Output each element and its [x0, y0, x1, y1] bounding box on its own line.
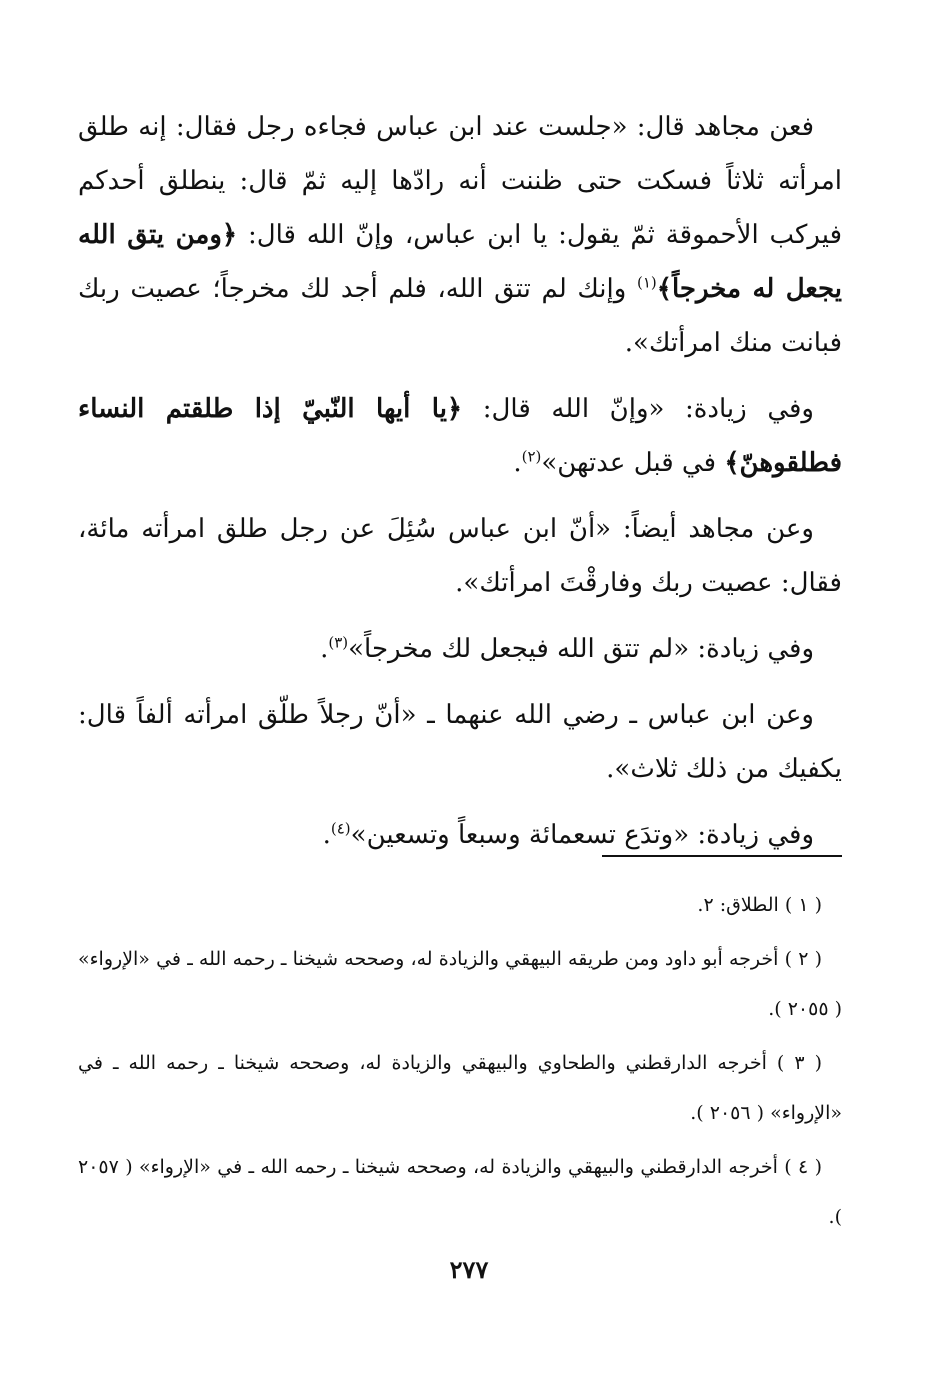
- paragraph-text: وفي زيادة: «وتدَع تسعمائة وسبعاً وتسعين»: [350, 820, 814, 850]
- footnote-ref-2: (٢): [521, 447, 542, 466]
- paragraph-text: وفي زيادة: «وإنّ الله قال:: [462, 394, 814, 424]
- paragraph-text: وإنك لم تتق الله، فلم أجد لك مخرجاً؛ عصيت ربك فبانت منك امرأتك».: [78, 274, 842, 358]
- paragraph-addition-nine-hundred: [78, 808, 842, 862]
- main-text: [78, 100, 842, 874]
- footnote-1: ( ١ ) الطلاق: ٢.: [697, 894, 822, 916]
- paragraph-text: وعن مجاهد أيضاً: «أنّ ابن عباس سُئِلَ عن رجل طلق امرأته مائة، فقال: عصيت ربك وفارقْتَ امرأتك».: [78, 514, 842, 598]
- footnote-2: ( ٢ ) أخرجه أبو داود ومن طريقه البيهقي والزيادة له، وصححه شيخنا ـ رحمه الله ـ في «الإرواء» ( ٢٠٥٥ ).: [78, 948, 842, 1020]
- footnote-ref-1: (١): [636, 273, 657, 292]
- paragraph-addition-verse: [78, 382, 842, 490]
- quran-verse: ﴿ومن يتق الله يجعل له مخرجاً﴾: [78, 220, 842, 304]
- paragraph-text: فعن مجاهد قال: «جلست عند ابن عباس فجاءه رجل فقال: إنه طلق امرأته ثلاثاً فسكت حتى ظننت أنه رادّها إليه ثمّ قال: ينطلق أحدكم فيركب الأحموقة ثمّ يقول: يا ابن عباس، وإنّ الله قال:: [78, 112, 842, 250]
- paragraph-mujahid-narration: [78, 100, 842, 370]
- paragraph-text: .: [320, 634, 329, 664]
- paragraph-text: وفي زيادة: «لم تتق الله فيجعل لك مخرجاً»: [348, 634, 814, 664]
- paragraph-text: وعن ابن عباس ـ رضي الله عنهما ـ «أنّ رجلاً طلّق امرأته ألفاً قال: يكفيك من ذلك ثلاث».: [78, 700, 842, 784]
- quran-verse: ﴿يا أيها النّبيّ إذا طلقتم النساء فطلقوهنّ﴾: [78, 394, 842, 478]
- paragraph-addition-makhraj: [78, 622, 842, 676]
- footnote-4: ( ٤ ) أخرجه الدارقطني والبيهقي والزيادة له، وصححه شيخنا ـ رحمه الله ـ في «الإرواء» ( ٢٠٥٧ ).: [78, 1156, 842, 1228]
- paragraph-text: في قبل عدتهن»: [541, 448, 725, 478]
- footnote-separator: [602, 855, 842, 857]
- page-number: ٢٧٧: [449, 1255, 489, 1284]
- footnote-3: ( ٣ ) أخرجه الدارقطني والطحاوي والبيهقي والزيادة له، وصححه شيخنا ـ رحمه الله ـ في «الإرواء» ( ٢٠٥٦ ).: [78, 1052, 842, 1124]
- paragraph-mujahid-hundred: [78, 502, 842, 610]
- paragraph-ibn-abbas-thousand: [78, 688, 842, 796]
- footnote-ref-4: (٤): [330, 819, 351, 838]
- footnotes-section: [78, 880, 842, 1246]
- paragraph-text: .: [513, 448, 522, 478]
- paragraph-text: .: [322, 820, 331, 850]
- footnote-ref-3: (٣): [328, 633, 349, 652]
